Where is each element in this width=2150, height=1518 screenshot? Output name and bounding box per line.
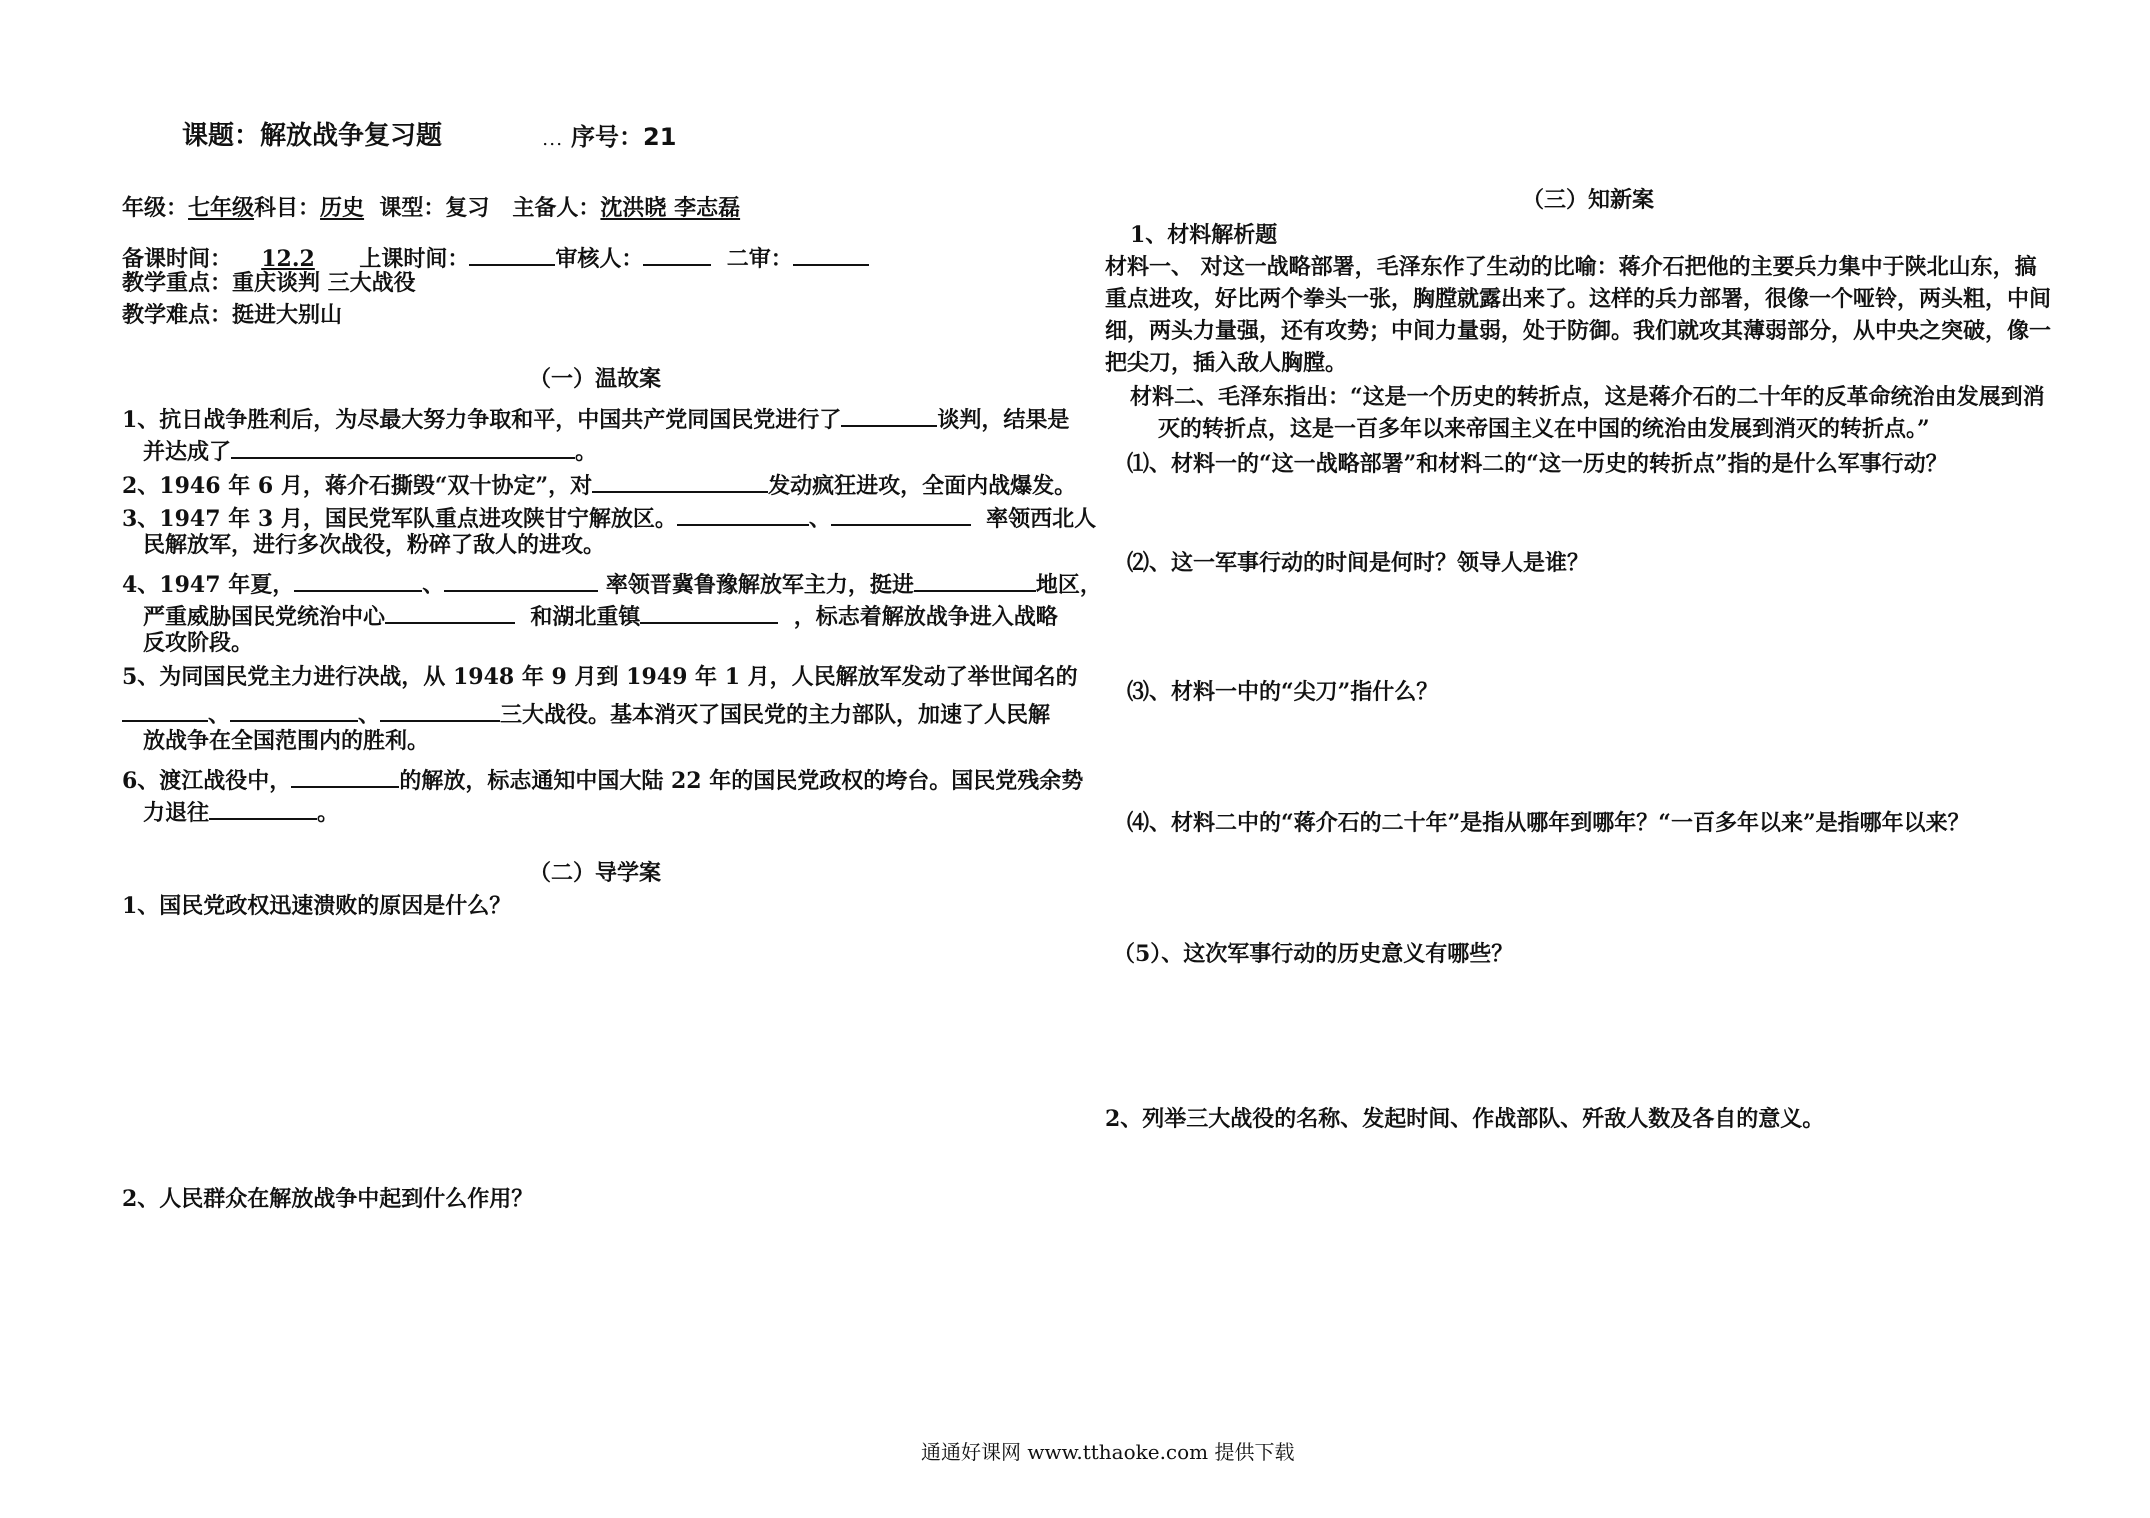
- grade-label: 年级：: [122, 195, 189, 221]
- analysis-question-4: ⑷、材料二中的“蒋介石的二十年”是指从哪年到哪年？“一百多年以来”是指哪年以来？: [1127, 810, 1970, 836]
- question-5-line-1: 5、为同国民党主力进行决战，从 1948 年 9 月到 1949 年 1 月，人民解放军发动了举世闻名的: [122, 664, 1078, 690]
- material-2-line-1: 材料二、毛泽东指出：“这是一个历史的转折点，这是蒋介石的二十年的反革命统治由发展到消: [1130, 384, 2045, 410]
- material-1-line-2: 重点进攻，好比两个拳头一张，胸膛就露出来了。这样的兵力部署，很像一个哑铃，两头粗，中间: [1105, 286, 2052, 312]
- question-1-line-1: [122, 401, 1069, 433]
- question-5-line-3: 放战争在全国范围内的胜利。: [143, 728, 430, 754]
- q4-text-b: 、: [422, 572, 445, 598]
- question-6-line-2: [143, 794, 339, 826]
- q4-text-c: 率领晋冀鲁豫解放军主力，挺进: [605, 572, 914, 598]
- blank: [209, 794, 317, 820]
- second-review-label: 二审：: [726, 246, 793, 272]
- difficulty-value: 挺进大别山: [232, 302, 343, 328]
- type-label: 课型：: [379, 195, 446, 221]
- blank: [831, 500, 971, 526]
- q3-text-a: 3、1947 年 3 月，国民党军队重点进攻陕甘宁解放区。: [122, 506, 677, 532]
- q3-text-b: 、: [808, 506, 831, 532]
- section-1-title: （一）温故案: [529, 366, 662, 392]
- question-4-line-3: 反攻阶段。: [143, 630, 254, 656]
- q1-text-a: 1、抗日战争胜利后，为尽最大努力争取和平，中国共产党同国民党进行了: [122, 407, 842, 433]
- blank: [592, 467, 768, 493]
- blank: [640, 598, 778, 624]
- q4-text-d: 地区，: [1035, 572, 1102, 598]
- q6-text-c: 力退往: [143, 800, 210, 826]
- material-1-line-1: 材料一、 对这一战略部署，毛泽东作了生动的比喻：蒋介石把他的主要兵力集中于陕北山东，搞: [1105, 254, 2037, 280]
- grade-value: 七年级: [188, 195, 255, 221]
- material-1-line-4: 把尖刀，插入敌人胸膛。: [1105, 350, 1348, 376]
- q1-text-b: 谈判，结果是: [937, 407, 1070, 433]
- serial-number: [543, 123, 676, 155]
- q5-text-c: 、: [358, 702, 381, 728]
- q5-text-b: 、: [208, 702, 231, 728]
- serial-label: 序号：: [571, 122, 643, 151]
- question-4-line-2: [143, 598, 1058, 630]
- teaching-difficulty: [122, 302, 342, 328]
- reviewer-label: 审核人：: [555, 246, 644, 272]
- battles-question: 2、列举三大战役的名称、发起时间、作战部队、歼敌人数及各自的意义。: [1105, 1106, 1825, 1132]
- class-time-blank: [469, 240, 555, 266]
- q1-text-d: 。: [575, 439, 598, 465]
- q4-text-f: 和湖北重镇: [530, 604, 641, 630]
- difficulty-label: 教学难点：: [122, 302, 233, 328]
- lesson-title: [182, 121, 442, 151]
- material-2-line-2: 灭的转折点，这是一百多年以来帝国主义在中国的统治由发展到消灭的转折点。”: [1158, 416, 1930, 442]
- section-3-title: （三）知新案: [1522, 187, 1655, 213]
- preparer-label: 主备人：: [512, 195, 601, 221]
- footer-credit: 通通好课网 www.tthaoke.com 提供下载: [921, 1440, 1295, 1464]
- question-1-line-2: [143, 433, 597, 465]
- q5-text-d: 三大战役。基本消灭了国民党的主力部队，加速了人民解: [500, 702, 1051, 728]
- question-3-line-1: [122, 500, 1096, 532]
- blank: [444, 566, 598, 592]
- subject-label: 科目：: [254, 195, 321, 221]
- q1-text-c: 并达成了: [143, 439, 232, 465]
- question-5-line-2: [122, 696, 1050, 728]
- analysis-question-2: ⑵、这一军事行动的时间是何时？领导人是谁？: [1127, 550, 1590, 576]
- type-value: 复习: [445, 195, 490, 221]
- q3-text-c: 率领西北人: [986, 506, 1097, 532]
- section-2-title: （二）导学案: [529, 860, 662, 886]
- q6-text-b: 的解放，标志通知中国大陆 22 年的国民党政权的垮台。国民党残余势: [399, 768, 1084, 794]
- blank: [291, 762, 399, 788]
- blank: [230, 696, 358, 722]
- material-analysis-heading: 1、材料解析题: [1130, 222, 1278, 248]
- q6-text-a: 6、渡江战役中，: [122, 768, 292, 794]
- q2-text-b: 发动疯狂进攻，全面内战爆发。: [768, 473, 1077, 499]
- q4-text-e: 严重威胁国民党统治中心: [143, 604, 386, 630]
- reviewer-blank: [643, 240, 711, 266]
- blank: [294, 566, 422, 592]
- topic-label: 课题：: [182, 121, 261, 151]
- q6-text-d: 。: [317, 800, 340, 826]
- serial-dots: ．．．: [543, 133, 571, 149]
- serial-value: 21: [643, 123, 677, 151]
- meta-row-1: [122, 195, 740, 221]
- question-6-line-1: [122, 762, 1083, 794]
- analysis-question-5: （5）、这次军事行动的历史意义有哪些？: [1113, 941, 1514, 967]
- blank: [231, 433, 575, 459]
- material-1-line-3: 细，两头力量强，还有攻势；中间力量弱，处于防御。我们就攻其薄弱部分，从中央之突破，像一: [1105, 318, 2052, 344]
- blank: [380, 696, 500, 722]
- analysis-question-3: ⑶、材料一中的“尖刀”指什么？: [1127, 679, 1439, 705]
- blank: [841, 401, 937, 427]
- prep-time-value: 12.2: [261, 246, 315, 272]
- focus-value: 重庆谈判 三大战役: [232, 270, 416, 296]
- question-2: [122, 467, 1076, 499]
- meta-row-2: [122, 240, 869, 272]
- analysis-question-1: ⑴、材料一的“这一战略部署”和材料二的“这一历史的转折点”指的是什么军事行动？: [1127, 451, 1948, 477]
- prep-time-label: 备课时间：: [122, 246, 233, 272]
- class-time-label: 上课时间：: [359, 246, 470, 272]
- q4-text-a: 4、1947 年夏，: [122, 572, 295, 598]
- second-review-blank: [793, 240, 869, 266]
- blank: [122, 696, 208, 722]
- blank: [677, 500, 809, 526]
- blank: [385, 598, 515, 624]
- blank: [914, 566, 1036, 592]
- topic: 解放战争复习题: [260, 121, 443, 151]
- guide-question-1: 1、国民党政权迅速溃败的原因是什么？: [122, 893, 512, 919]
- subject-value: 历史: [320, 195, 365, 221]
- guide-question-2: 2、人民群众在解放战争中起到什么作用？: [122, 1186, 534, 1212]
- question-3-line-2: 民解放军，进行多次战役，粉碎了敌人的进攻。: [143, 532, 606, 558]
- q4-text-g: ，标志着解放战争进入战略: [793, 604, 1058, 630]
- preparer-value: 沈洪晓 李志磊: [600, 195, 741, 221]
- question-4-line-1: [122, 566, 1102, 598]
- q2-text-a: 2、1946 年 6 月，蒋介石撕毁“双十协定”，对: [122, 473, 593, 499]
- focus-label: 教学重点：: [122, 270, 233, 296]
- teaching-focus: [122, 270, 416, 296]
